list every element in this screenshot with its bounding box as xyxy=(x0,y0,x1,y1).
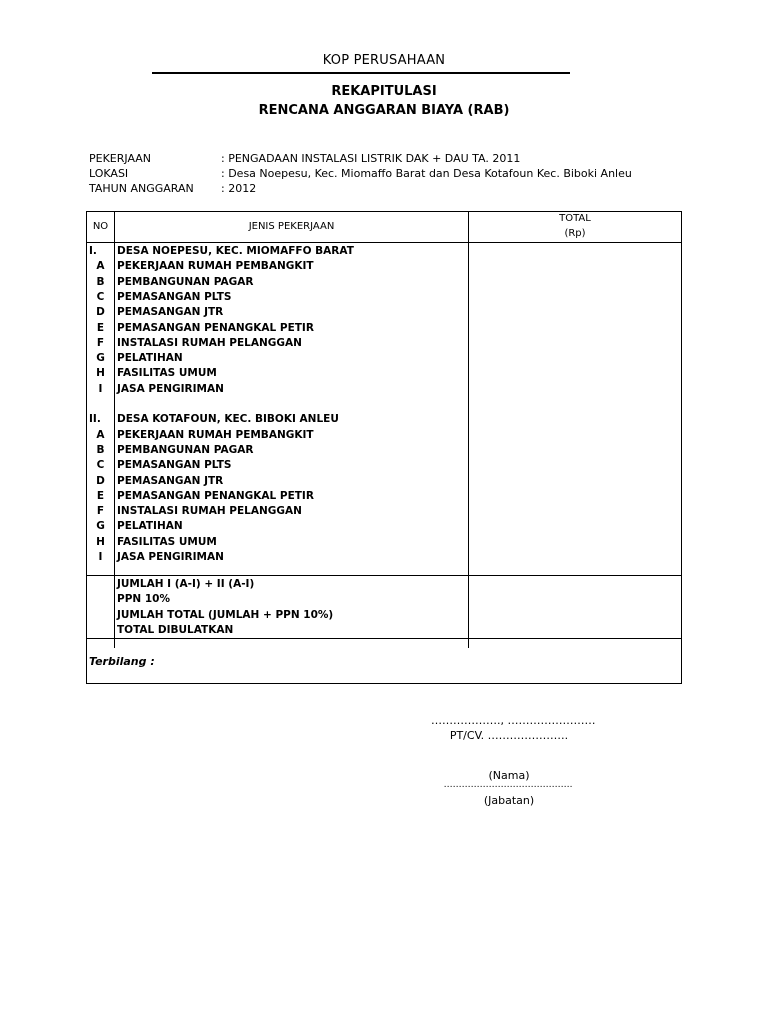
meta-label-tahun-anggaran: TAHUN ANGGARAN xyxy=(89,182,194,195)
section-title: DESA NOEPESU, KEC. MIOMAFFO BARAT xyxy=(117,245,354,257)
totals-divider xyxy=(87,575,681,576)
column-divider-no xyxy=(114,212,115,648)
item-description: PEKERJAAN RUMAH PEMBANGKIT xyxy=(117,260,314,273)
signature-place-date: ………………., …………………… xyxy=(431,714,596,727)
item-letter: G xyxy=(96,352,105,365)
item-letter: A xyxy=(96,428,105,441)
item-description: PEMASANGAN JTR xyxy=(117,306,224,319)
item-description: PEMASANGAN PENANGKAL PETIR xyxy=(117,489,314,502)
header-divider xyxy=(87,242,681,243)
item-description: PEMASANGAN PLTS xyxy=(117,459,232,472)
item-description: PEMASANGAN PENANGKAL PETIR xyxy=(117,321,314,334)
item-description: JASA PENGIRIMAN xyxy=(117,551,224,563)
item-letter: E xyxy=(96,489,105,502)
signature-position: (Jabatan) xyxy=(483,794,535,807)
signature-company: PT/CV. …………………. xyxy=(449,729,569,742)
meta-value-pekerjaan: : PENGADAAN INSTALASI LISTRIK DAK + DAU TA. 2011 xyxy=(221,152,521,165)
item-description: PEMBANGUNAN PAGAR xyxy=(117,275,254,288)
item-description: PEMBANGUNAN PAGAR xyxy=(117,443,254,456)
item-letter: C xyxy=(96,290,105,303)
document-subtitle: RENCANA ANGGARAN BIAYA (RAB) xyxy=(258,103,510,118)
document-title: REKAPITULASI xyxy=(331,84,437,99)
item-description: PELATIHAN xyxy=(117,352,183,365)
header-total-unit: (Rp) xyxy=(564,228,586,239)
section-title: DESA KOTAFOUN, KEC. BIBOKI ANLEU xyxy=(117,413,339,426)
letterhead-placeholder: KOP PERUSAHAAN xyxy=(322,53,446,68)
item-description: INSTALASI RUMAH PELANGGAN xyxy=(117,336,302,349)
header-jenis-pekerjaan: JENIS PEKERJAAN xyxy=(248,221,335,232)
item-description: PEKERJAAN RUMAH PEMBANGKIT xyxy=(117,428,314,441)
item-description: PEMASANGAN PLTS xyxy=(117,290,232,303)
meta-label-pekerjaan: PEKERJAAN xyxy=(89,152,152,165)
section-number: I. xyxy=(89,245,97,257)
meta-label-lokasi: LOKASI xyxy=(89,167,129,180)
item-letter: D xyxy=(96,474,105,487)
header-no: NO xyxy=(92,221,109,232)
item-letter: B xyxy=(96,443,105,456)
rab-table xyxy=(86,211,682,684)
terbilang-label: Terbilang : xyxy=(89,655,155,668)
item-description: JASA PENGIRIMAN xyxy=(117,382,224,395)
item-letter: H xyxy=(96,535,105,548)
item-letter: D xyxy=(96,306,105,319)
item-description: INSTALASI RUMAH PELANGGAN xyxy=(117,505,302,518)
item-description: FASILITAS UMUM xyxy=(117,535,217,548)
signature-name: (Nama) xyxy=(488,769,530,782)
letterhead-divider xyxy=(152,72,570,74)
item-letter: H xyxy=(96,367,105,380)
item-letter: E xyxy=(96,321,105,334)
totals-row-dibulatkan: TOTAL DIBULATKAN xyxy=(117,624,234,636)
totals-row-ppn: PPN 10% xyxy=(117,593,170,605)
meta-value-lokasi: : Desa Noepesu, Kec. Miomaffo Barat dan Desa Kotafoun Kec. Biboki Anleu xyxy=(221,167,632,180)
item-letter: A xyxy=(96,260,105,273)
item-letter: C xyxy=(96,459,105,472)
item-description: PEMASANGAN JTR xyxy=(117,474,224,487)
table-body-bottom xyxy=(87,638,681,639)
meta-value-tahun-anggaran: : 2012 xyxy=(221,182,257,195)
item-description: FASILITAS UMUM xyxy=(117,367,217,380)
section-number: II. xyxy=(89,413,101,426)
item-letter: F xyxy=(96,336,105,349)
item-letter: B xyxy=(96,275,105,288)
header-total: TOTAL xyxy=(559,213,591,224)
signature-name-line: ……………………………………. xyxy=(443,780,573,790)
totals-row-jumlah: JUMLAH I (A-I) + II (A-I) xyxy=(117,578,255,590)
item-description: PELATIHAN xyxy=(117,520,183,533)
column-divider-total xyxy=(468,212,469,648)
totals-row-jumlah-total: JUMLAH TOTAL (JUMLAH + PPN 10%) xyxy=(117,609,334,621)
item-letter: G xyxy=(96,520,105,533)
item-letter: I xyxy=(98,382,103,395)
item-letter: I xyxy=(98,551,103,563)
item-letter: F xyxy=(96,505,105,518)
